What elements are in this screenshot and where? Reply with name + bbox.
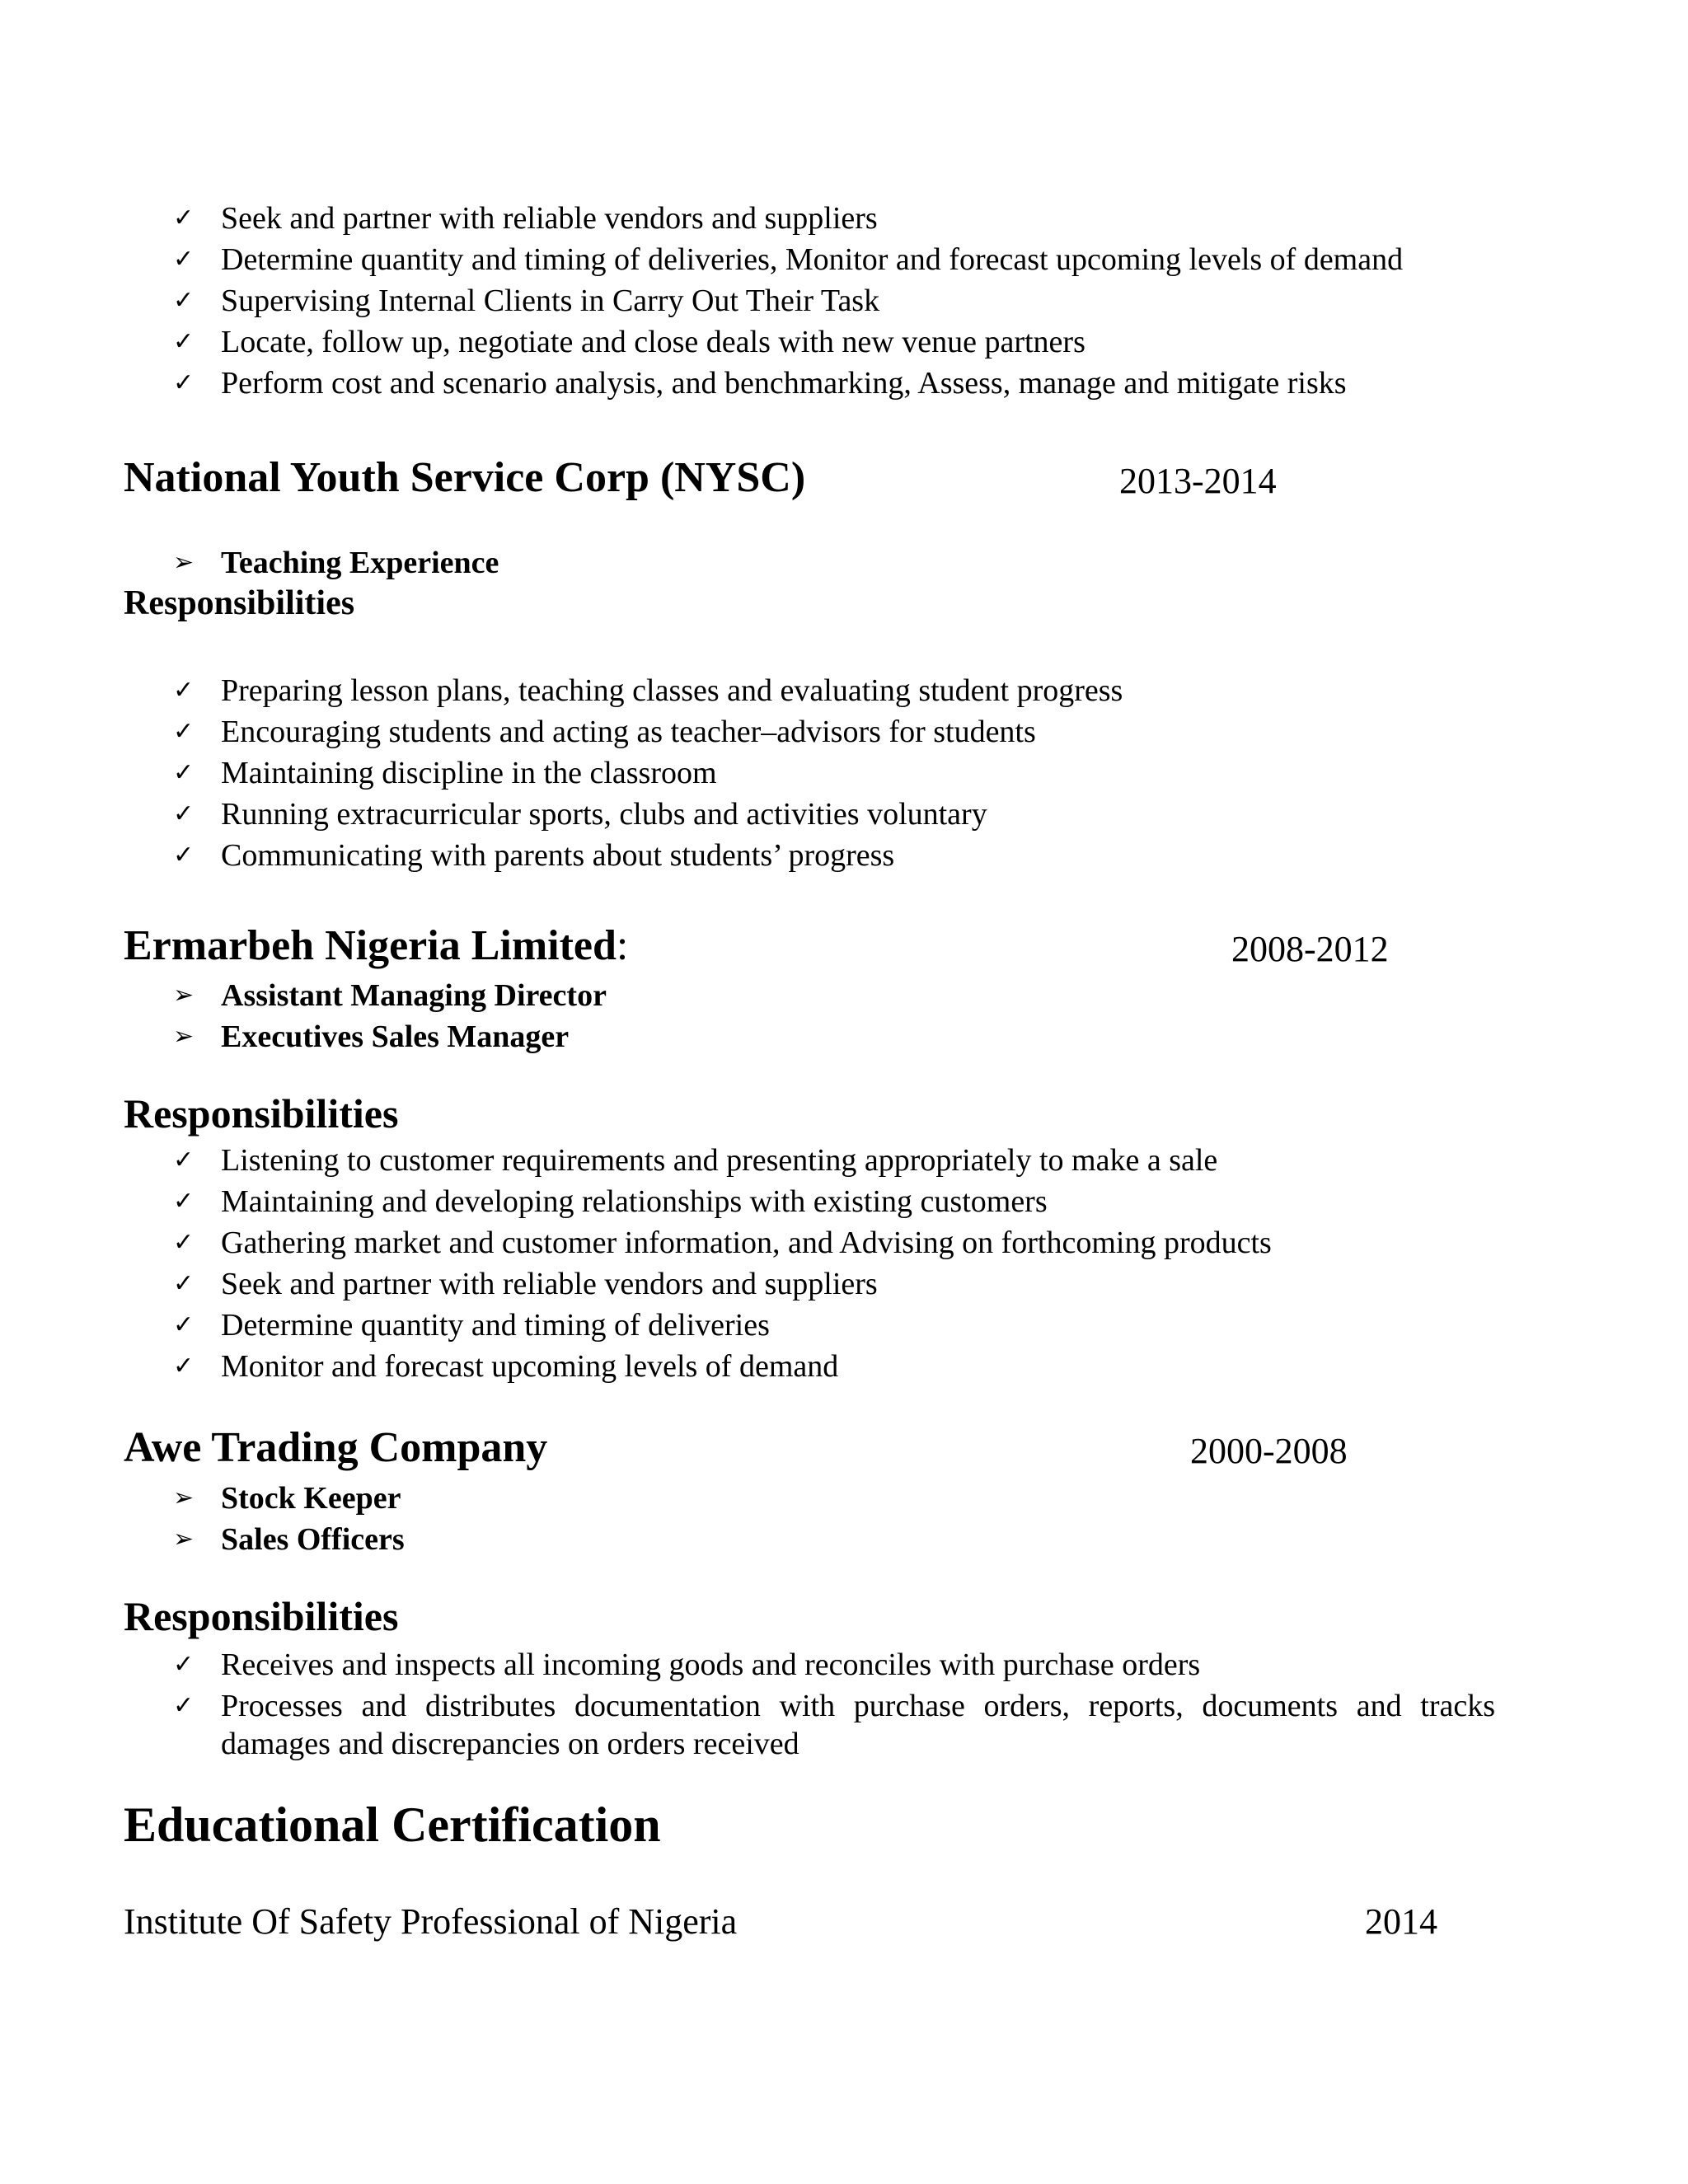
- checkmark-icon: ✓: [173, 1310, 195, 1339]
- list-item-text: Listening to customer requirements and presenting appropriately to make a sale: [221, 1143, 1218, 1178]
- arrowhead-bullet-icon: ➢: [173, 981, 195, 1010]
- list-item-text: Monitor and forecast upcoming levels of demand: [221, 1349, 839, 1384]
- company-name: National Youth Service Corp (NYSC): [124, 454, 806, 501]
- responsibilities-heading: Responsibilities: [124, 1090, 399, 1137]
- list-item-text: Maintaining and developing relationships with existing customers: [221, 1184, 1048, 1219]
- arrowhead-bullet-icon: ➢: [173, 1525, 195, 1554]
- checkmark-icon: ✓: [173, 368, 195, 397]
- list-item-text: Maintaining discipline in the classroom: [221, 756, 717, 790]
- responsibilities-heading: Responsibilities: [124, 584, 355, 622]
- checkmark-icon: ✓: [173, 286, 195, 315]
- role-title: Stock Keeper: [221, 1481, 401, 1516]
- arrowhead-bullet-icon: ➢: [173, 1022, 195, 1051]
- arrowhead-bullet-icon: ➢: [173, 1483, 195, 1512]
- list-item-text: Processes and distributes documentation with purchase orders, reports, documents and tracks damages and discrepancies on orders received: [221, 1689, 1495, 1761]
- checkmark-icon: ✓: [173, 1650, 195, 1679]
- checkmark-icon: ✓: [173, 799, 195, 828]
- list-item-text: Communicating with parents about students’ progress: [221, 838, 895, 873]
- list-item-text: Gathering market and customer information, and Advising on forthcoming products: [221, 1226, 1272, 1260]
- list-item-text: Locate, follow up, negotiate and close deals with new venue partners: [221, 325, 1085, 359]
- role-title: Teaching Experience: [221, 546, 499, 580]
- checkmark-icon: ✓: [173, 676, 195, 705]
- checkmark-icon: ✓: [173, 1691, 195, 1720]
- company-name: [124, 921, 628, 970]
- certification-year: 2014: [1365, 1901, 1437, 1942]
- company-name: Awe Trading Company: [124, 1424, 548, 1471]
- role-title: Sales Officers: [221, 1522, 405, 1557]
- checkmark-icon: ✓: [173, 1187, 195, 1216]
- list-item-text: Receives and inspects all incoming goods and reconciles with purchase orders: [221, 1647, 1201, 1682]
- institution-name: Institute Of Safety Professional of Nigeria: [124, 1901, 738, 1942]
- checkmark-icon: ✓: [173, 841, 195, 869]
- list-item-text: Running extracurricular sports, clubs and activities voluntary: [221, 797, 987, 832]
- company-colon: :: [616, 922, 629, 969]
- list-item-text: Encouraging students and acting as teacher–advisors for students: [221, 715, 1036, 749]
- checkmark-icon: ✓: [173, 245, 195, 274]
- checkmark-icon: ✓: [173, 1352, 195, 1380]
- list-item-text: Seek and partner with reliable vendors and suppliers: [221, 201, 878, 236]
- list-item-text: Seek and partner with reliable vendors and suppliers: [221, 1267, 878, 1301]
- checkmark-icon: ✓: [173, 1146, 195, 1174]
- arrowhead-bullet-icon: ➢: [173, 548, 195, 577]
- role-title: Assistant Managing Director: [221, 978, 607, 1013]
- employment-years: 2000-2008: [1190, 1431, 1348, 1471]
- section-heading: Educational Certification: [124, 1797, 661, 1852]
- list-item-text: Determine quantity and timing of deliveries: [221, 1308, 770, 1343]
- checkmark-icon: ✓: [173, 1228, 195, 1257]
- role-title: Executives Sales Manager: [221, 1019, 570, 1054]
- checkmark-icon: ✓: [173, 204, 195, 232]
- employment-years: 2013-2014: [1119, 461, 1277, 501]
- checkmark-icon: ✓: [173, 717, 195, 746]
- employment-years: 2008-2012: [1231, 929, 1389, 969]
- checkmark-icon: ✓: [173, 1269, 195, 1298]
- company-name-text: Ermarbeh Nigeria Limited: [124, 922, 617, 969]
- list-item-text: Supervising Internal Clients in Carry Out Their Task: [221, 284, 880, 318]
- responsibilities-heading: Responsibilities: [124, 1593, 399, 1639]
- list-item-text: Determine quantity and timing of deliveries, Monitor and forecast upcoming levels of demand: [221, 242, 1404, 277]
- list-item-text: Preparing lesson plans, teaching classes and evaluating student progress: [221, 673, 1123, 708]
- list-item-text: Perform cost and scenario analysis, and benchmarking, Assess, manage and mitigate risks: [221, 366, 1347, 401]
- checkmark-icon: ✓: [173, 758, 195, 787]
- checkmark-icon: ✓: [173, 327, 195, 356]
